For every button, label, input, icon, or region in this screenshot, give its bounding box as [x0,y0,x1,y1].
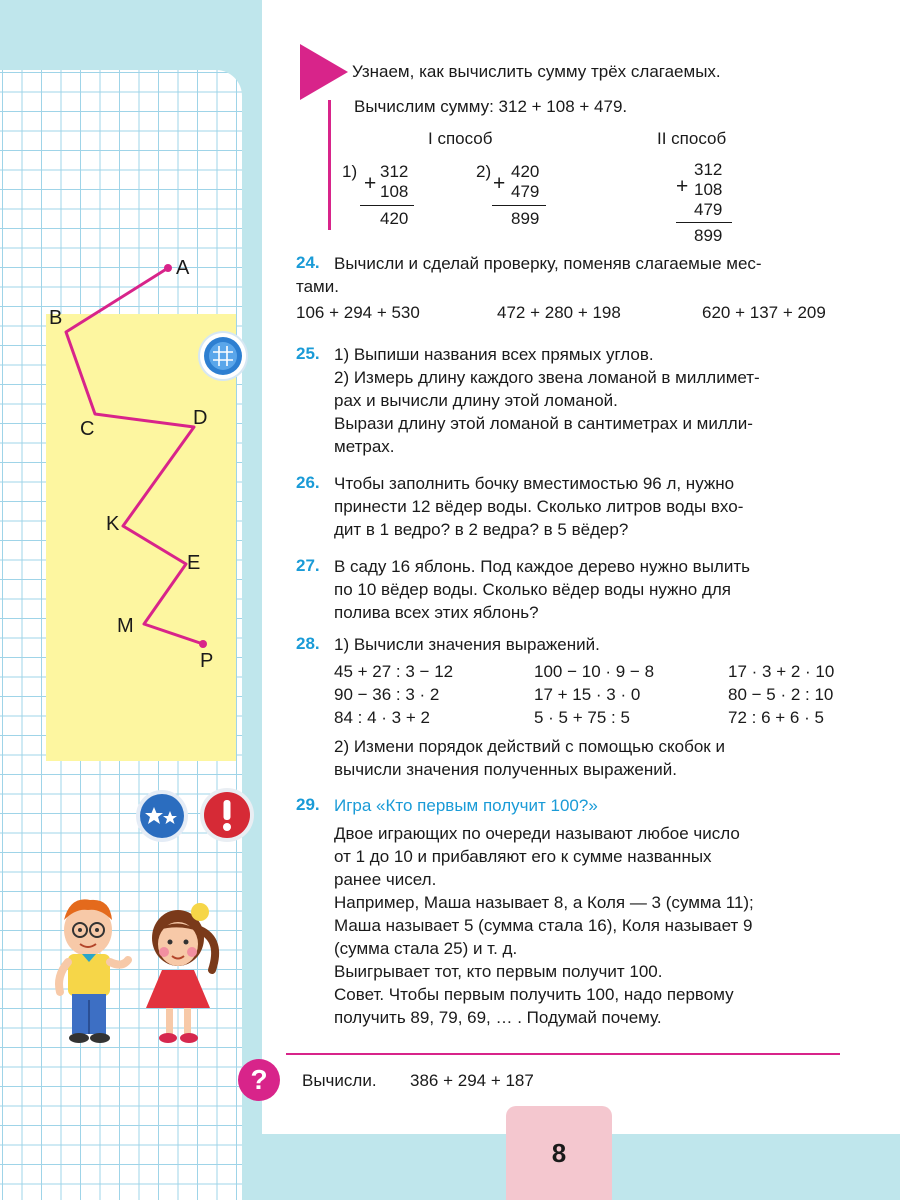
point-a [164,264,172,272]
vertex-label-m: M [117,615,134,637]
exercise-29-line: от 1 до 10 и прибавляют его к сумме названных [334,847,712,866]
exercise-24-expr-2: 472 + 280 + 198 [497,303,621,322]
bonus-label: Вычисли. [302,1071,377,1090]
exercise-25-line-3: рах и вычисли длину этой ломаной. [334,391,618,410]
exercise-28-line-1: 1) Вычисли значения выражений. [334,635,600,654]
method-2-label: II способ [657,129,727,148]
play-triangle-icon [300,44,348,100]
calc-3-result: 899 [694,226,723,245]
exercise-26-line-3: дит в 1 ведро? в 2 ведра? в 5 вёдер? [334,520,629,539]
calc-2-a: 420 [511,162,540,181]
calc-2-b: 479 [511,182,540,201]
exercise-28-expr: 17 + 15 · 3 · 0 [534,685,641,704]
exercise-27-line-1: В саду 16 яблонь. Под каждое дерево нужно вылить [334,557,750,576]
bonus-expr: 386 + 294 + 187 [410,1071,534,1090]
exercise-29-line: Совет. Чтобы первым получить 100, надо первому [334,985,734,1004]
exercise-28-expr: 100 − 10 · 9 − 8 [534,662,655,681]
exercise-28-expr: 45 + 27 : 3 − 12 [334,662,454,681]
exercise-25-line-1: 1) Выпиши названия всех прямых углов. [334,345,654,364]
exercise-26-number: 26. [296,473,320,492]
calc-3-op: + [676,175,689,198]
method-1-label: I способ [428,129,493,148]
exercise-29-line: получить 89, 79, 69, … . Подумай почему. [334,1008,662,1027]
calc-3-b: 108 [694,180,723,199]
calc-1-b: 108 [380,182,409,201]
vertex-label-k: K [106,513,120,535]
calc-3-rule [676,222,732,223]
calc-2-result: 899 [511,209,540,228]
calc-1-a: 312 [380,162,409,181]
exercise-28-expr: 17 · 3 + 2 · 10 [728,662,835,681]
calc-1-rule [360,205,414,206]
vertex-label-e: E [187,552,201,574]
vertex-label-p: P [200,650,214,672]
calc-2-op: + [493,172,506,195]
exercise-24-expr-3: 620 + 137 + 209 [702,303,826,322]
exercise-29-line: (сумма стала 25) и т. д. [334,939,518,958]
point-p [199,640,207,648]
exercise-25-number: 25. [296,344,320,363]
boy-figure [59,899,128,1043]
exercise-28-expr: 72 : 6 + 6 · 5 [728,708,824,727]
intro-accent-bar [328,100,331,230]
children-illustration [50,890,240,1050]
exercise-29-line: Двое играющих по очереди называют любое число [334,824,740,843]
exercise-25-line-5: метрах. [334,437,395,456]
exercise-25-line-2: 2) Измерь длину каждого звена ломаной в миллимет- [334,368,760,387]
exercise-28-expr: 90 − 36 : 3 · 2 [334,685,440,704]
girl-figure [146,903,215,1043]
exercise-24-line-1: Вычисли и сделай проверку, поменяв слагаемые мес- [334,254,762,273]
intro-line-2: Вычислим сумму: 312 + 108 + 479. [354,97,628,116]
vertex-label-d: D [193,407,208,429]
calc-1-result: 420 [380,209,409,228]
exercise-24-line-2: тами. [296,277,339,296]
bonus-separator [286,1053,840,1055]
exercise-29-number: 29. [296,795,320,814]
grid-icon [200,333,246,379]
exercise-28-expr: 5 · 5 + 75 : 5 [534,708,630,727]
question-icon: ? [238,1059,280,1101]
calc-1-label: 1) [342,162,358,181]
exercise-28-line-2: 2) Измени порядок действий с помощью скобок и [334,737,725,756]
exercise-24-expr-1: 106 + 294 + 530 [296,303,420,322]
exercise-26-line-1: Чтобы заполнить бочку вместимостью 96 л, нужно [334,474,735,493]
polyline-figure [46,244,236,691]
calc-2-rule [492,205,546,206]
calc-3-a: 312 [694,160,723,179]
exercise-29-line: Маша называет 5 (сумма стала 16), Коля называет 9 [334,916,753,935]
exercise-28-line-3: вычисли значения полученных выражений. [334,760,677,779]
exercise-27-line-3: полива всех этих яблонь? [334,603,539,622]
stars-icon [136,790,188,842]
exercise-29-title: Игра «Кто первым получит 100?» [334,796,598,815]
exercise-29-line: ранее чисел. [334,870,437,889]
exercise-29-line: Например, Маша называет 8, а Коля — 3 (сумма 11); [334,893,754,912]
exercise-29-line: Выигрывает тот, кто первым получит 100. [334,962,663,981]
exercise-28-expr: 84 : 4 · 3 + 2 [334,708,430,727]
polyline-abcdkemp [66,268,203,644]
exercise-28-expr: 80 − 5 · 2 : 10 [728,685,834,704]
page-number: 8 [506,1106,612,1200]
exercise-25-line-4: Вырази длину этой ломаной в сантиметрах и милли- [334,414,753,433]
exercise-28-number: 28. [296,634,320,653]
calc-3-c: 479 [694,200,723,219]
calc-1-op: + [364,172,377,195]
exercise-26-line-2: принести 12 вёдер воды. Сколько литров воды вхо- [334,497,744,516]
exercise-24-number: 24. [296,253,320,272]
intro-line-1: Узнаем, как вычислить сумму трёх слагаемых. [352,62,721,81]
calc-2-label: 2) [476,162,492,181]
exercise-27-number: 27. [296,556,320,575]
vertex-label-c: C [80,418,95,440]
vertex-label-a: A [176,257,190,279]
exclamation-icon [200,788,254,842]
exercise-27-line-2: по 10 вёдер воды. Сколько вёдер воды нужно для [334,580,732,599]
vertex-label-b: B [49,307,63,329]
